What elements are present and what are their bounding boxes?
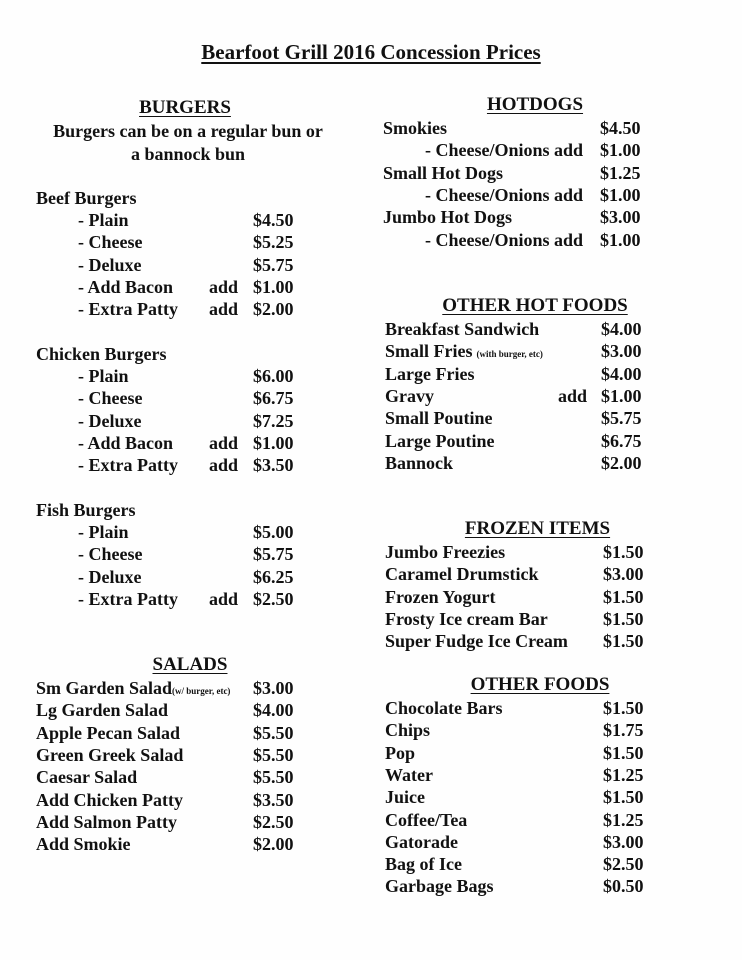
item-name-text: Pop	[385, 742, 416, 763]
item-name-text: Frosty Ice cream Bar	[385, 608, 548, 629]
menu-item-name	[385, 318, 539, 340]
menu-item-name	[36, 811, 177, 833]
menu-item-price: $4.50	[253, 210, 294, 230]
menu-item-name	[36, 766, 137, 788]
menu-item-name	[78, 521, 129, 543]
menu-item-name	[383, 117, 447, 139]
item-name-text: Chocolate Bars	[385, 698, 503, 718]
menu-item-price: $6.75	[601, 430, 642, 451]
menu-item-name	[78, 276, 173, 298]
item-name-text: Water	[385, 764, 433, 785]
menu-item-name	[385, 853, 462, 875]
menu-item-name	[78, 588, 178, 610]
menu-item-name	[385, 764, 433, 786]
menu-item-price: $1.50	[603, 542, 644, 562]
menu-item-price: $3.00	[601, 341, 642, 362]
item-name-text: Gravy	[385, 385, 434, 406]
menu-item-name	[78, 387, 142, 409]
menu-item-name	[36, 677, 230, 702]
menu-item-price: $1.50	[603, 586, 644, 607]
menu-item-name	[78, 432, 173, 454]
item-name-text: Apple Pecan Salad	[36, 722, 181, 743]
item-name-text: Bannock	[385, 452, 454, 473]
menu-item-price: $1.50	[603, 787, 644, 808]
item-name-text: - Cheese	[78, 544, 143, 565]
add-label: add	[209, 299, 239, 320]
menu-item-name	[383, 206, 512, 228]
menu-item-name	[383, 162, 503, 184]
menu-item-name	[385, 719, 430, 741]
item-name-text: Lg Garden Salad	[36, 700, 169, 721]
other-foods-heading: OTHER FOODS	[470, 674, 610, 695]
item-name-text: Jumbo Freezies	[385, 542, 506, 562]
menu-item-name	[385, 452, 453, 474]
item-name-text: Small Hot Dogs	[383, 162, 504, 183]
beef-burgers-label: Beef Burgers	[36, 188, 137, 208]
menu-item-price: $1.50	[603, 742, 644, 763]
salads-heading: SALADS	[152, 654, 228, 675]
menu-item-price: $3.00	[600, 207, 641, 228]
item-name-text: Gatorade	[385, 831, 458, 852]
menu-item-price: $2.50	[603, 854, 644, 875]
item-name-text: - Cheese/Onions add	[425, 229, 584, 250]
burgers-heading: BURGERS	[139, 97, 231, 118]
menu-item-name	[385, 875, 494, 897]
menu-item-name	[385, 430, 495, 452]
burgers-intro-line2: a bannock bun	[130, 144, 246, 164]
menu-item-price: $1.75	[603, 720, 644, 741]
item-name-text: - Add Bacon	[78, 276, 174, 297]
menu-item-name	[385, 563, 538, 585]
menu-item-name	[385, 630, 568, 652]
item-name-text: - Plain	[78, 210, 129, 230]
menu-item-price: $5.75	[253, 544, 294, 565]
menu-item-name	[385, 340, 543, 365]
menu-item-name	[385, 831, 458, 853]
item-name-text: Add Chicken Patty	[36, 789, 184, 810]
fish-burgers-label: Fish Burgers	[36, 500, 136, 520]
menu-item-name	[78, 543, 142, 565]
menu-item-name	[36, 722, 180, 744]
menu-item-name	[36, 744, 183, 766]
menu-item-name	[385, 809, 467, 831]
add-label: add	[209, 276, 239, 297]
menu-item-price: $6.75	[253, 388, 294, 409]
item-name-text: - Add Bacon	[78, 432, 174, 453]
menu-item-price: $1.25	[603, 809, 644, 830]
menu-item-price: $2.00	[253, 299, 294, 320]
menu-item-price: $5.75	[601, 408, 642, 429]
menu-item-price: $2.50	[253, 811, 294, 832]
menu-item-price: $1.00	[600, 229, 641, 250]
item-name-text: Large Poutine	[385, 430, 495, 451]
menu-item-name	[78, 410, 141, 432]
item-name-text: Small Poutine	[385, 408, 493, 429]
menu-item-price: $1.00	[253, 276, 294, 297]
add-label: add	[558, 385, 588, 406]
item-name-text: Jumbo Hot Dogs	[383, 207, 513, 228]
item-name-text: Breakfast Sandwich	[385, 319, 540, 339]
menu-item-price: $1.50	[603, 608, 644, 629]
item-name-text: - Cheese	[78, 232, 143, 253]
item-name-text: Bag of Ice	[385, 854, 462, 875]
menu-item-name	[425, 229, 583, 251]
item-name-text: - Plain	[78, 366, 129, 386]
menu-item-price: $5.50	[253, 767, 294, 788]
menu-item-price: $3.50	[253, 789, 294, 810]
menu-item-price: $1.50	[603, 698, 644, 718]
page-title: Bearfoot Grill 2016 Concession Prices	[201, 40, 541, 64]
menu-item-price: $7.25	[253, 410, 294, 431]
item-name-text: Smokies	[383, 118, 448, 138]
menu-item-price: $1.00	[601, 385, 642, 406]
menu-item-price: $2.00	[601, 452, 642, 473]
menu-item-name	[78, 231, 142, 253]
menu-item-price: $1.00	[253, 432, 294, 453]
item-name-text: Add Smokie	[36, 834, 131, 855]
menu-item-name	[78, 454, 178, 476]
item-name-text: Caramel Drumstick	[385, 564, 539, 585]
add-label: add	[209, 588, 239, 609]
menu-item-name	[385, 541, 505, 563]
item-name-text: Chips	[385, 720, 431, 741]
item-name-text: - Cheese	[78, 388, 143, 409]
menu-item-price: $5.50	[253, 722, 294, 743]
menu-item-price: $3.00	[253, 678, 294, 698]
menu-item-name	[385, 385, 434, 407]
menu-item-price: $2.00	[253, 834, 294, 855]
frozen-items-heading: FROZEN ITEMS	[464, 518, 611, 539]
menu-item-name	[78, 254, 141, 276]
menu-item-name	[78, 209, 129, 231]
menu-item-name	[78, 365, 129, 387]
hotdogs-heading: HOTDOGS	[486, 94, 584, 115]
menu-item-price: $3.50	[253, 455, 294, 476]
menu-item-price: $5.00	[253, 522, 294, 542]
item-name-text: Frozen Yogurt	[385, 586, 496, 607]
menu-item-name	[385, 407, 493, 429]
item-name-text: - Deluxe	[78, 410, 142, 431]
item-name-text: Juice	[385, 787, 425, 808]
menu-item-name	[385, 697, 502, 719]
item-name-text: - Deluxe	[78, 254, 142, 275]
menu-item-name	[385, 786, 425, 808]
menu-item-price: $4.00	[601, 319, 642, 339]
menu-item-name	[385, 608, 548, 630]
menu-item-price: $4.50	[600, 118, 641, 138]
item-name-text: - Plain	[78, 522, 129, 542]
menu-item-price: $4.00	[601, 363, 642, 384]
item-name-text: Garbage Bags	[385, 876, 494, 897]
item-name-text: Green Greek Salad	[36, 744, 184, 765]
item-name-text: Small Fries	[385, 341, 473, 362]
menu-item-price: $6.00	[253, 366, 294, 386]
menu-item-price: $1.00	[600, 140, 641, 161]
menu-item-name	[425, 139, 583, 161]
menu-item-name	[36, 789, 183, 811]
menu-item-price: $4.00	[253, 700, 294, 721]
item-name-text: Add Salmon Patty	[36, 811, 178, 832]
menu-item-price: $2.50	[253, 588, 294, 609]
item-note: (w/ burger, etc)	[172, 686, 231, 696]
menu-item-price: $0.50	[603, 876, 644, 897]
menu-item-price: $5.50	[253, 744, 294, 765]
menu-item-name	[385, 363, 474, 385]
menu-item-price: $6.25	[253, 566, 294, 587]
menu-item-name	[36, 699, 168, 721]
menu-item-price: $5.25	[253, 232, 294, 253]
menu-item-price: $3.00	[603, 564, 644, 585]
menu-item-name	[425, 184, 583, 206]
menu-item-price: $5.75	[253, 254, 294, 275]
menu-item-name	[385, 586, 495, 608]
menu-item-price: $1.50	[603, 631, 644, 652]
item-name-text: - Extra Patty	[78, 455, 178, 476]
item-name-text: - Extra Patty	[78, 299, 178, 320]
menu-item-price: $1.00	[600, 184, 641, 205]
item-name-text: Large Fries	[385, 363, 475, 384]
item-name-text: Sm Garden Salad	[36, 678, 173, 698]
menu-item-price: $1.25	[600, 162, 641, 183]
menu-item-name	[78, 298, 178, 320]
menu-item-name	[385, 742, 415, 764]
item-name-text: Coffee/Tea	[385, 809, 468, 830]
item-name-text: - Cheese/Onions add	[425, 184, 584, 205]
add-label: add	[209, 432, 239, 453]
menu-item-name	[36, 833, 131, 855]
item-note: (with burger, etc)	[476, 349, 543, 360]
other-hot-foods-heading: OTHER HOT FOODS	[442, 295, 628, 316]
menu-item-name	[78, 566, 141, 588]
menu-item-price: $1.25	[603, 764, 644, 785]
item-name-text: - Extra Patty	[78, 588, 178, 609]
chicken-burgers-label: Chicken Burgers	[36, 344, 167, 364]
item-name-text: - Deluxe	[78, 566, 142, 587]
burgers-intro-line1: Burgers can be on a regular bun or	[53, 121, 323, 141]
item-name-text: Caesar Salad	[36, 767, 138, 788]
menu-item-price: $3.00	[603, 831, 644, 852]
add-label: add	[209, 455, 239, 476]
item-name-text: Super Fudge Ice Cream	[385, 631, 568, 652]
item-name-text: - Cheese/Onions add	[425, 140, 584, 161]
